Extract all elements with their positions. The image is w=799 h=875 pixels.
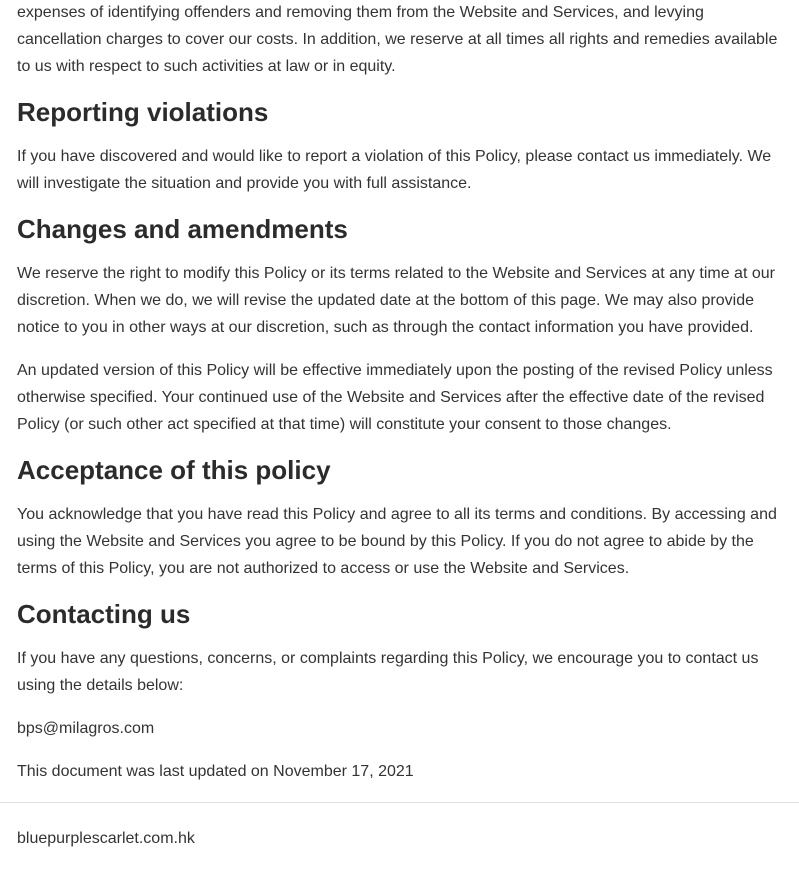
intro-paragraph: expenses of identifying offenders and removing them from the Website and Services, and levying cancellation charges to cover our costs. In addition, we reserve at all times all rights and remedies available to us with respect to such activities at law or in equity.: [17, 4, 778, 75]
heading-contacting-us: Contacting us: [17, 599, 191, 629]
contact-email: bps@milagros.com: [17, 720, 155, 737]
footer-divider: [0, 802, 799, 803]
heading-acceptance-of-policy: Acceptance of this policy: [17, 455, 331, 485]
footer-domain[interactable]: bluepurplescarlet.com.hk: [17, 830, 195, 847]
heading-changes-and-amendments: Changes and amendments: [17, 214, 348, 244]
acceptance-paragraph: You acknowledge that you have read this Policy and agree to all its terms and conditions. By accessing and using the Website and Services you agree to be bound by this Policy. If you do not agree to abide by the terms of this Policy, you are not authorized to access or use the Website and Services.: [17, 506, 777, 577]
changes-paragraph-2: An updated version of this Policy will be effective immediately upon the posting of the revised Policy unless otherwise specified. Your continued use of the Website and Services after the effective date of the revised Policy (or such other act specified at that time) will constitute your consent to those changes.: [17, 362, 773, 433]
contacting-paragraph: If you have any questions, concerns, or complaints regarding this Policy, we encourage you to contact us using the details below:: [17, 650, 759, 694]
reporting-violations-paragraph: If you have discovered and would like to report a violation of this Policy, please contact us immediately. We will investigate the situation and provide you with full assistance.: [17, 148, 772, 192]
heading-reporting-violations: Reporting violations: [17, 97, 269, 127]
changes-paragraph-1: We reserve the right to modify this Policy or its terms related to the Website and Services at any time at our discretion. When we do, we will revise the updated date at the bottom of this page. We may also provide notice to you in other ways at our discretion, such as through the contact information you have provided.: [17, 265, 775, 336]
last-updated-note: This document was last updated on November 17, 2021: [17, 763, 414, 780]
